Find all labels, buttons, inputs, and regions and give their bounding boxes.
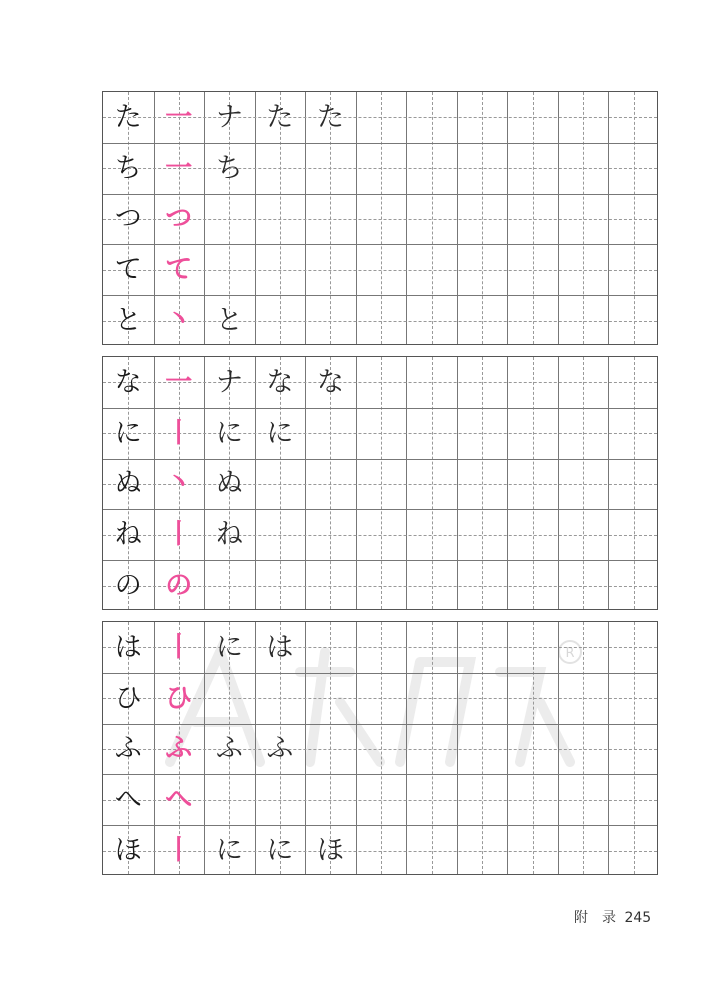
practice-row (103, 143, 657, 194)
practice-row (103, 92, 657, 143)
stroke-step: な (266, 366, 294, 398)
model-kana: ほ (114, 835, 142, 867)
stroke-step: に (215, 631, 243, 663)
practice-block-ta (102, 91, 658, 345)
stroke-step: ひ (165, 682, 193, 714)
stroke-step: 一 (165, 101, 193, 133)
model-kana: へ (114, 784, 142, 816)
model-kana: て (114, 254, 142, 286)
model-kana: は (114, 631, 142, 663)
model-kana: ふ (114, 733, 142, 765)
model-kana: ね (114, 519, 142, 551)
stroke-step: ナ (215, 366, 243, 398)
practice-row (103, 825, 657, 876)
practice-row (103, 194, 657, 245)
stroke-step: に (215, 835, 243, 867)
practice-row (103, 774, 657, 825)
practice-row (103, 509, 657, 560)
stroke-step: ち (215, 152, 243, 184)
stroke-step: 丨 (165, 417, 193, 449)
model-kana: ち (114, 152, 142, 184)
stroke-step: て (165, 254, 193, 286)
stroke-step: 丶 (165, 468, 193, 500)
stroke-step: た (316, 101, 344, 133)
stroke-step: に (266, 417, 294, 449)
practice-row (103, 295, 657, 346)
practice-row (103, 459, 657, 510)
model-kana: に (114, 417, 142, 449)
stroke-step: は (266, 631, 294, 663)
stroke-step: つ (165, 203, 193, 235)
model-kana: な (114, 366, 142, 398)
page-number: 245 (624, 910, 652, 926)
stroke-step: ふ (165, 733, 193, 765)
appendix-label: 附 录 (574, 910, 616, 926)
model-kana: た (114, 101, 142, 133)
stroke-step: 一 (165, 152, 193, 184)
model-kana: ひ (114, 682, 142, 714)
page-footer (574, 907, 655, 927)
stroke-step: 丨 (165, 631, 193, 663)
practice-row (103, 622, 657, 673)
stroke-step: ふ (266, 733, 294, 765)
practice-row (103, 673, 657, 724)
practice-row (103, 724, 657, 775)
stroke-step: と (215, 305, 243, 337)
stroke-step: ナ (215, 101, 243, 133)
model-kana: と (114, 305, 142, 337)
stroke-step: 丨 (165, 519, 193, 551)
stroke-step: 丶 (165, 305, 193, 337)
practice-row (103, 560, 657, 611)
stroke-step: ほ (316, 835, 344, 867)
stroke-step: の (165, 570, 193, 602)
stroke-step: ね (215, 519, 243, 551)
stroke-step: ふ (215, 733, 243, 765)
stroke-step: な (316, 366, 344, 398)
practice-block-ha (102, 621, 658, 875)
practice-block-na (102, 356, 658, 610)
model-kana: つ (114, 203, 142, 235)
stroke-step: 丨 (165, 835, 193, 867)
stroke-step: へ (165, 784, 193, 816)
model-kana: ぬ (114, 468, 142, 500)
stroke-step: ぬ (215, 468, 243, 500)
practice-row (103, 408, 657, 459)
stroke-step: た (266, 101, 294, 133)
model-kana: の (114, 570, 142, 602)
stroke-step: 一 (165, 366, 193, 398)
stroke-step: に (266, 835, 294, 867)
practice-row (103, 357, 657, 408)
practice-row (103, 244, 657, 295)
stroke-step: に (215, 417, 243, 449)
svg-text:R: R (565, 646, 575, 661)
